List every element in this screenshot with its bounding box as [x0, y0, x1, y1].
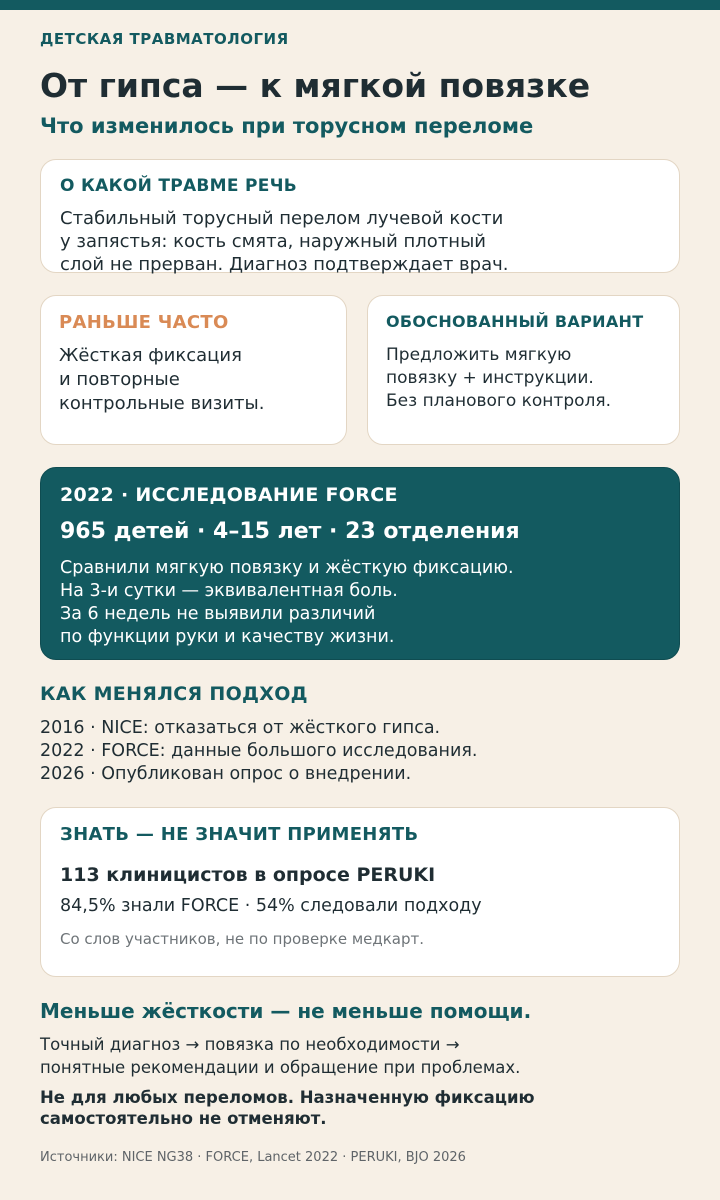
- know-card-note: Со слов участников, не по проверке медкарт.: [60, 930, 425, 948]
- trauma-card-heading: О КАКОЙ ТРАВМЕ РЕЧЬ: [60, 176, 298, 196]
- before-card-line: и повторные: [59, 369, 180, 390]
- option-card-line: Предложить мягкую: [386, 345, 572, 365]
- force-card-line: На 3-и сутки — эквивалентная боль.: [60, 581, 398, 601]
- warning-line: Не для любых переломов. Назначенную фиксацию: [40, 1088, 535, 1107]
- option-card-line: Без планового контроля.: [386, 391, 612, 411]
- trauma-card-line: Стабильный торусный перелом лучевой кости: [60, 208, 504, 229]
- option-card-line: повязку + инструкции.: [386, 368, 594, 388]
- sources-line: Источники: NICE NG38 · FORCE, Lancet 2022 · PERUKI, BJO 2026: [40, 1150, 466, 1165]
- force-card-stats: 965 детей · 4–15 лет · 23 отделения: [60, 519, 520, 544]
- force-card-line: по функции руки и качеству жизни.: [60, 627, 395, 647]
- trauma-card-line: у запястья: кость смята, наружный плотный: [60, 231, 486, 252]
- care-flow: [40, 1033, 520, 1079]
- force-study-card: [40, 467, 680, 660]
- force-card-line: За 6 недель не выявили различий: [60, 604, 376, 624]
- force-card-text: [60, 557, 514, 649]
- top-accent-bar: [0, 0, 720, 10]
- force-card-heading: 2022 · ИССЛЕДОВАНИЕ FORCE: [60, 484, 398, 506]
- warning-line: самостоятельно не отменяют.: [40, 1109, 327, 1128]
- timeline-item: 2022 · FORCE: данные большого исследования.: [40, 741, 478, 761]
- timeline-list: [40, 717, 477, 786]
- page-title: От гипса — к мягкой повязке: [40, 66, 591, 105]
- evidence-based-option-card: [367, 295, 680, 445]
- timeline-heading: КАК МЕНЯЛСЯ ПОДХОД: [40, 683, 308, 705]
- trauma-card-text: [60, 207, 508, 276]
- before-card-heading: РАНЬШЕ ЧАСТО: [59, 312, 229, 333]
- before-card: [40, 295, 347, 445]
- care-flow-line: Точный диагноз → повязка по необходимости →: [40, 1035, 460, 1054]
- warning-note: [40, 1087, 535, 1129]
- slogan: Меньше жёсткости — не меньше помощи.: [40, 999, 532, 1023]
- know-card-heading: ЗНАТЬ — НЕ ЗНАЧИТ ПРИМЕНЯТЬ: [60, 824, 419, 845]
- trauma-card: [40, 159, 680, 273]
- option-card-heading: ОБОСНОВАННЫЙ ВАРИАНТ: [386, 312, 644, 331]
- force-card-line: Сравнили мягкую повязку и жёсткую фиксацию.: [60, 558, 514, 578]
- before-card-line: Жёсткая фиксация: [59, 345, 242, 366]
- knowledge-vs-practice-card: [40, 807, 680, 977]
- before-card-text: [59, 344, 264, 416]
- care-flow-line: понятные рекомендации и обращение при проблемах.: [40, 1058, 521, 1077]
- timeline-item: 2026 · Опубликован опрос о внедрении.: [40, 764, 412, 784]
- trauma-card-line: слой не прерван. Диагноз подтверждает врач.: [60, 254, 509, 275]
- page-subtitle: Что изменилось при торусном переломе: [40, 114, 534, 138]
- page-kicker: ДЕТСКАЯ ТРАВМАТОЛОГИЯ: [40, 30, 289, 48]
- know-card-stat: 113 клиницистов в опросе PERUKI: [60, 864, 436, 886]
- before-card-line: контрольные визиты.: [59, 393, 265, 414]
- timeline-item: 2016 · NICE: отказаться от жёсткого гипса.: [40, 718, 441, 738]
- option-card-text: [386, 344, 611, 413]
- know-card-percentages: 84,5% знали FORCE · 54% следовали подходу: [60, 896, 482, 916]
